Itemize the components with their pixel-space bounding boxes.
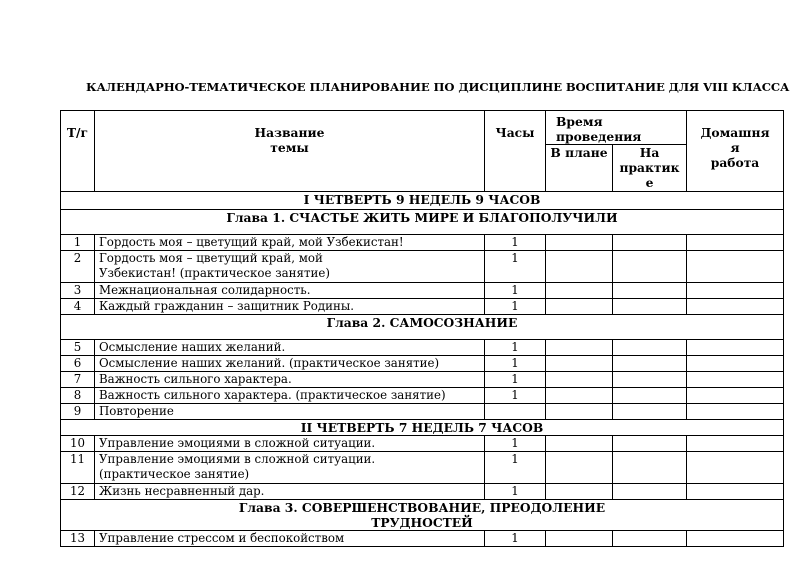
row-actual	[613, 531, 687, 547]
section-quarter-1: I ЧЕТВЕРТЬ 9 НЕДЕЛЬ 9 ЧАСОВ	[61, 192, 784, 210]
section-row	[61, 315, 784, 340]
header-actual-line3: е	[645, 175, 654, 190]
header-home-line1: Домашня	[700, 125, 770, 140]
row-actual	[613, 484, 687, 500]
header-time	[546, 111, 687, 145]
row-plan	[546, 299, 613, 315]
header-time-line1: Время	[556, 114, 603, 129]
row-hours: 1	[485, 372, 546, 388]
header-time-line2: проведения	[556, 129, 642, 144]
row-topic	[95, 251, 485, 283]
header-topic	[95, 111, 485, 192]
header-actual	[613, 145, 687, 192]
header-num: Т/г	[61, 111, 95, 192]
row-homework	[687, 452, 784, 484]
row-topic: Гордость моя – цветущий край, мой Узбекистан!	[95, 235, 485, 251]
row-plan	[546, 436, 613, 452]
row-number: 5	[61, 340, 95, 356]
row-topic: Осмысление наших желаний. (практическое занятие)	[95, 356, 485, 372]
row-homework	[687, 283, 784, 299]
row-homework	[687, 356, 784, 372]
row-topic: Важность сильного характера.	[95, 372, 485, 388]
row-actual	[613, 340, 687, 356]
section-row	[61, 192, 784, 210]
row-plan	[546, 452, 613, 484]
table-row	[61, 299, 784, 315]
header-topic-line2: темы	[270, 140, 309, 155]
row-number: 4	[61, 299, 95, 315]
header-row	[61, 111, 784, 145]
row-homework	[687, 484, 784, 500]
row-topic-line1: Управление эмоциями в сложной ситуации.	[99, 452, 376, 466]
row-plan	[546, 251, 613, 283]
row-homework	[687, 436, 784, 452]
row-topic	[95, 452, 485, 484]
document-title: КАЛЕНДАРНО-ТЕМАТИЧЕСКОЕ ПЛАНИРОВАНИЕ ПО ДИСЦИПЛИНЕ ВОСПИТАНИЕ ДЛЯ VIII КЛАССА	[86, 80, 790, 94]
row-number: 11	[61, 452, 95, 484]
row-plan	[546, 372, 613, 388]
row-number: 3	[61, 283, 95, 299]
header-actual-line2: практик	[619, 160, 680, 175]
row-homework	[687, 299, 784, 315]
row-plan	[546, 484, 613, 500]
table-row	[61, 531, 784, 547]
row-hours: 1	[485, 484, 546, 500]
header-actual-line1: На	[639, 145, 660, 160]
row-hours: 1	[485, 340, 546, 356]
row-topic: Каждый гражданин – защитник Родины.	[95, 299, 485, 315]
table-row	[61, 388, 784, 404]
planning-table	[60, 110, 784, 547]
row-number: 7	[61, 372, 95, 388]
row-number: 8	[61, 388, 95, 404]
section-quarter-2: II ЧЕТВЕРТЬ 7 НЕДЕЛЬ 7 ЧАСОВ	[61, 420, 784, 436]
section-chapter-3	[61, 500, 784, 531]
row-plan	[546, 235, 613, 251]
row-number: 13	[61, 531, 95, 547]
section-chapter-3-line1: Глава 3. СОВЕРШЕНСТВОВАНИЕ, ПРЕОДОЛЕНИЕ	[238, 500, 606, 515]
row-topic: Управление стрессом и беспокойством	[95, 531, 485, 547]
row-plan	[546, 531, 613, 547]
row-topic: Управление эмоциями в сложной ситуации.	[95, 436, 485, 452]
table-row	[61, 251, 784, 283]
row-actual	[613, 436, 687, 452]
row-number: 12	[61, 484, 95, 500]
row-actual	[613, 251, 687, 283]
row-actual	[613, 283, 687, 299]
row-homework	[687, 531, 784, 547]
row-number: 6	[61, 356, 95, 372]
table-row	[61, 404, 784, 420]
row-actual	[613, 388, 687, 404]
section-chapter-1: Глава 1. СЧАСТЬЕ ЖИТЬ МИРЕ И БЛАГОПОЛУЧИЛИ	[61, 210, 784, 235]
section-chapter-2: Глава 2. САМОСОЗНАНИЕ	[61, 315, 784, 340]
row-number: 10	[61, 436, 95, 452]
header-homework	[687, 111, 784, 192]
row-homework	[687, 340, 784, 356]
row-actual	[613, 235, 687, 251]
row-hours: 1	[485, 283, 546, 299]
row-topic-line2: (практическое занятие)	[99, 467, 250, 481]
row-topic-line2: Узбекистан! (практическое занятие)	[99, 266, 330, 280]
row-plan	[546, 388, 613, 404]
header-topic-line1: Название	[254, 125, 325, 140]
row-topic: Межнациональная солидарность.	[95, 283, 485, 299]
row-homework	[687, 404, 784, 420]
row-hours: 1	[485, 531, 546, 547]
row-plan	[546, 340, 613, 356]
row-topic: Жизнь несравненный дар.	[95, 484, 485, 500]
row-actual	[613, 452, 687, 484]
table-row	[61, 436, 784, 452]
row-actual	[613, 372, 687, 388]
table-row	[61, 283, 784, 299]
row-hours: 1	[485, 436, 546, 452]
table-row	[61, 340, 784, 356]
row-homework	[687, 235, 784, 251]
row-plan	[546, 283, 613, 299]
header-home-line2: я	[730, 140, 740, 155]
row-hours: 1	[485, 388, 546, 404]
row-homework	[687, 372, 784, 388]
table-row	[61, 372, 784, 388]
section-row	[61, 420, 784, 436]
row-topic: Осмысление наших желаний.	[95, 340, 485, 356]
row-hours: 1	[485, 299, 546, 315]
table-row	[61, 356, 784, 372]
header-home-line3: работа	[710, 155, 760, 170]
section-row	[61, 500, 784, 531]
header-plan: В плане	[546, 145, 613, 192]
row-actual	[613, 299, 687, 315]
row-hours	[485, 404, 546, 420]
row-plan	[546, 356, 613, 372]
table-row	[61, 452, 784, 484]
row-number: 1	[61, 235, 95, 251]
row-topic-line1: Гордость моя – цветущий край, мой	[99, 251, 323, 265]
table-row	[61, 235, 784, 251]
section-chapter-3-line2: ТРУДНОСТЕЙ	[371, 515, 473, 530]
row-hours: 1	[485, 356, 546, 372]
row-plan	[546, 404, 613, 420]
row-homework	[687, 388, 784, 404]
row-actual	[613, 356, 687, 372]
row-actual	[613, 404, 687, 420]
table-row	[61, 484, 784, 500]
row-number: 2	[61, 251, 95, 283]
row-topic: Важность сильного характера. (практическое занятие)	[95, 388, 485, 404]
row-homework	[687, 251, 784, 283]
row-hours: 1	[485, 452, 546, 484]
row-hours: 1	[485, 235, 546, 251]
row-number: 9	[61, 404, 95, 420]
row-topic: Повторение	[95, 404, 485, 420]
section-row	[61, 210, 784, 235]
header-hours: Часы	[485, 111, 546, 192]
row-hours: 1	[485, 251, 546, 283]
